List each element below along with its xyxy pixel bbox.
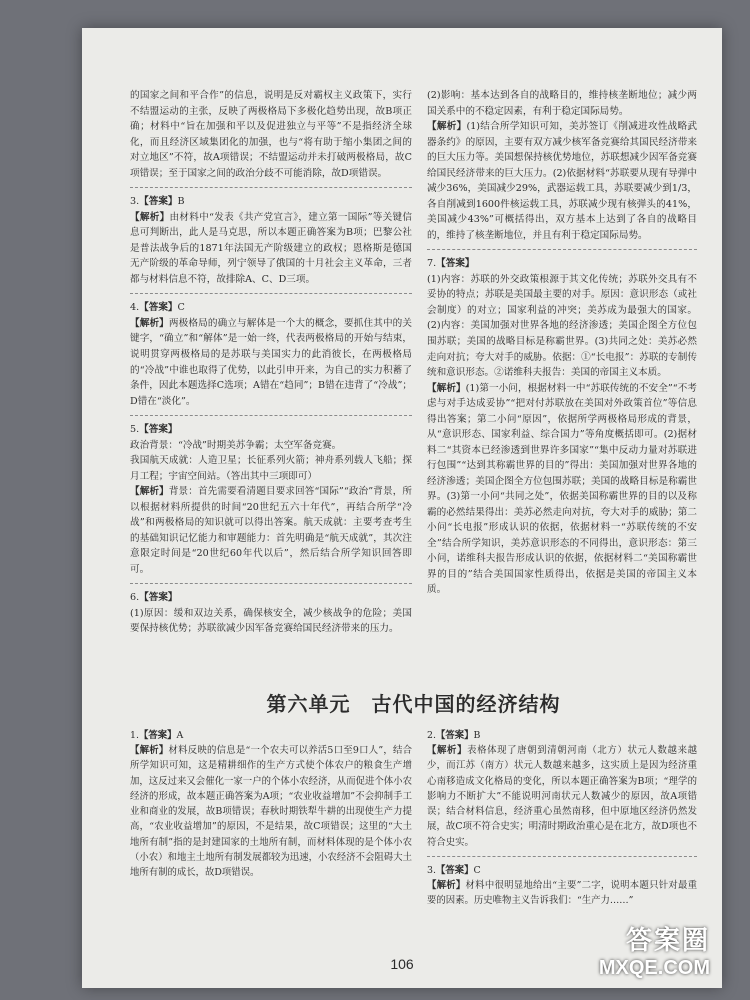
watermark-top: 答案圈 [625,925,710,955]
unit6-right-column [427,728,697,915]
question-number: 2. [427,730,436,741]
analysis-label: 【解析】 [130,486,169,498]
analysis-text: 材料反映的信息是“一个农夫可以养活5口至9口人”，结合所学知识可知，这是精耕细作的生产方式使个体农户的粮食生产增加，这反过来又会催化一家一户的个体小农经济，从而促进个体小农经济的形成，故本题正确答案为A项；“农业收益增加”不会抑制手工业和商业的发展，故B项错误；春秋时期铁犁牛耕的出现使生产力提高，“农业收益增加”的原因，不是结果，故C项错误；这里的“大土地所有制”指的是封建国家的土地所有制，而材料体现的是个体小农（小农）和地主土地所有制发展都较为迅速，小农经济不会阻碍大土地所有制的成长，故D项错误。 [130,745,412,879]
answer-value: B [177,196,185,208]
answer-label: 【答案】 [435,730,474,741]
analysis-text: (1)结合所学知识可知，美苏签订《削减进攻性战略武器条约》的原因，主要有双方减少核军备竞赛给其国民经济带来的巨大压力等。美国想保持核优势地位，苏联想减少因军备竞赛给国民经济带来的巨大压力。(2)依据材料“苏联要从现有导弹中减少36%，美国减少29%，武器运载工具，苏联要减少到1/3，各自削减到1600件核运载工具，苏联减少现有核弹头的41%，美国减少43%”可概括得出，双方基本上达到了各自的战略目的，维持了核垄断地位，并且有利于稳定国际局势。 [427,121,698,241]
analysis-label: 【解析】 [130,745,169,757]
document-page [82,28,722,988]
analysis-label: 【解析】 [427,121,467,133]
question-number: 5. [130,424,140,436]
paragraph: (2)影响：基本达到各自的战略目的，维持核垄断地位；减少两国关系中的不稳定因素，有利于稳定国际局势。 [427,90,697,117]
analysis-label: 【解析】 [427,745,468,757]
analysis-text: 表格体现了唐朝到清朝河南（北方）状元人数越来越少，而江苏（南方）状元人数越来越多，这实质上是因为经济重心南移造成文化格局的变化，所以本题正确答案为B项；“理学的影响力不断扩大”不能说明河南状元人数减少的原因，故A项错误；结合材料信息，经济重心虽然南移，但中原地区经济仍然发展，故C项不符合史实；明清时期政治重心是在北方，故D项也不符合史实。 [427,745,697,848]
analysis-label: 【解析】 [130,211,170,223]
page-number: 106 [390,956,414,972]
question-number: 1. [130,730,139,741]
continued-answer-6 [427,88,697,250]
unit6-question-2 [427,728,697,857]
question-number: 6. [130,592,140,604]
analysis-text: 背景：首先需要看清题目要求回答“国际”“政治”背景，所以根据材料所提供的时间“20世纪五六十年代”，再结合所学“冷战”和两极格局的知识就可以得出答案。航天成就：主要考查考生的基础知识记忆能力和审题能力：首先明确是“航天成就”，其次注意限定时间是“20世纪60年代以后”，然后结合所学知识回答即可。 [130,486,413,575]
paragraph: 的国家之间和平合作”的信息，说明是反对霸权主义政策下，实行不结盟运动的主张，反映了两极格局下多极化趋势出现，故B项正确；材料中“旨在加强和平以及促进独立与平等”不是指经济全球化，而且经济区域集团化的加强，也与“将有助于缩小集团之间的对立地区”不符，故A项错误；不结盟运动并未打破两极格局，故C项错误；至于国家之间的政治分歧不可能消除，故D项错误。 [130,90,412,179]
question-number: 3. [427,864,436,876]
question-4 [130,300,412,416]
continued-answer-2 [130,88,412,188]
answer-value: C [177,302,185,314]
answer-value: (1)内容：苏联的外交政策根源于其文化传统；苏联外交具有不妥协的特点；苏联是美国最主要的对手。原因：意识形态（或社会制度）的对立；国家利益的冲突；美苏成为最强大的国家。(2)内容：美国加强对世界各地的经济渗透；美国企图全方位包围苏联；美国的战略目标是称霸世界。(3)共同之处：美苏必然走向对抗；夸大对手的威胁。依据：①“长电报”：苏联的专制传统和意识形态。②诺维科夫报告：美国的帝国主义本质。 [427,273,697,379]
question-number: 4. [130,302,140,314]
answer-line: 政治背景：“冷战”时期美苏争霸；太空军备竞赛。 [130,439,342,451]
analysis-text: 材料中很明显地给出“主要”二字，说明本题只针对最重要的因素。历史唯物主义告诉我们：“生产力……” [427,880,697,907]
unit-title: 第六单元 古代中国的经济结构 [266,692,561,716]
answer-line: 我国航天成就：人造卫星；长征系列火箭；神舟系列载人飞船；探月工程；宇宙空间站。（答出其中三项即可） [130,455,412,482]
analysis-text: (1)第一小问，根据材料一中“苏联传统的不安全”“不考虑与对手达成妥协”“把对付苏联放在美国对外政策首位”等信息得出答案；第二小问“原因”，依据所学两极格局形成的背景，从“意识形态、国家利益、综合国力”等角度概括即可。(2)据材料二“其资本已经渗透到世界许多国家”“集中反动力量对苏联进行包围”“达到其称霸世界的目的”得出：美国加强对世界各地的经济渗透；美国企图全方位包围苏联；美国的战略目标是称霸世界。(3)第一小问“共同之处”，依据美国称霸世界的目的以及称霸的必然结果得出：美苏必然走向对抗，夸大对手的威胁；第二小问“长电报”形成认识的依据，依据材料一“苏联传统的不安全”结合所学知识，美苏意识形态的不同得出，意识形态：第三小问，诺维科夫报告形成认识的依据，依据材料二“美国称霸世界的目的”结合美国国家性质得出，依据是美国的帝国主义本质。 [427,382,697,596]
right-column [427,88,697,604]
question-7 [427,256,697,598]
answer-label: 【答案】 [139,302,178,314]
analysis-text: 由材料中“发表《共产党宣言》，建立第一国际”等关键信息可判断出，此人是马克思，所以本题正确答案为B项；巴黎公社是普法战争后的1871年法国无产阶级建立的政权；恩格斯是德国无产阶级的革命导师，列宁领导了俄国的十月社会主义革命，三者都与材料信息不符，故排除A、C、D三项。 [130,211,412,285]
answer-value: B [473,730,481,741]
question-number: 3. [130,196,140,208]
answer-label: 【答案】 [139,196,178,208]
answer-label: 【答案】 [435,864,474,876]
answer-label: 【答案】 [139,592,178,604]
answer-label: 【答案】 [139,424,178,436]
analysis-text: 两极格局的确立与解体是一个大的概念，要抓住其中的关键字，“确立”和“解体”是一始一终，代表两极格局的开始与结束，说明贯穿两极格局的是苏联与美国实力的此消彼长，在两极格局的“冷战”中谁也取得了优势，以此引申开来，为自己的实力积蓄了条件，因此本题选择C选项；A错在“趋同”；B错在违背了“冷战”；D错在“淡化”。 [130,317,413,407]
answer-value: (1)原因：缓和双边关系，确保核安全，减少核战争的危险；美国要保持核优势；苏联欲减少因军备竞赛给国民经济带来的压力。 [130,607,412,635]
answer-label: 【答案】 [436,258,475,270]
question-number: 7. [427,258,437,270]
watermark-logo [599,920,710,980]
answer-value: C [473,864,481,876]
answer-label: 【答案】 [138,730,177,741]
watermark-bottom: MXQE.COM [598,957,710,979]
analysis-label: 【解析】 [130,317,169,329]
left-column [130,88,412,643]
question-5 [130,422,412,584]
unit6-question-3 [427,863,697,909]
analysis-label: 【解析】 [427,382,466,394]
analysis-label: 【解析】 [427,880,466,892]
unit6-question-1 [130,728,412,880]
question-3 [130,194,412,294]
answer-value: A [176,730,184,741]
question-6 [130,590,412,637]
